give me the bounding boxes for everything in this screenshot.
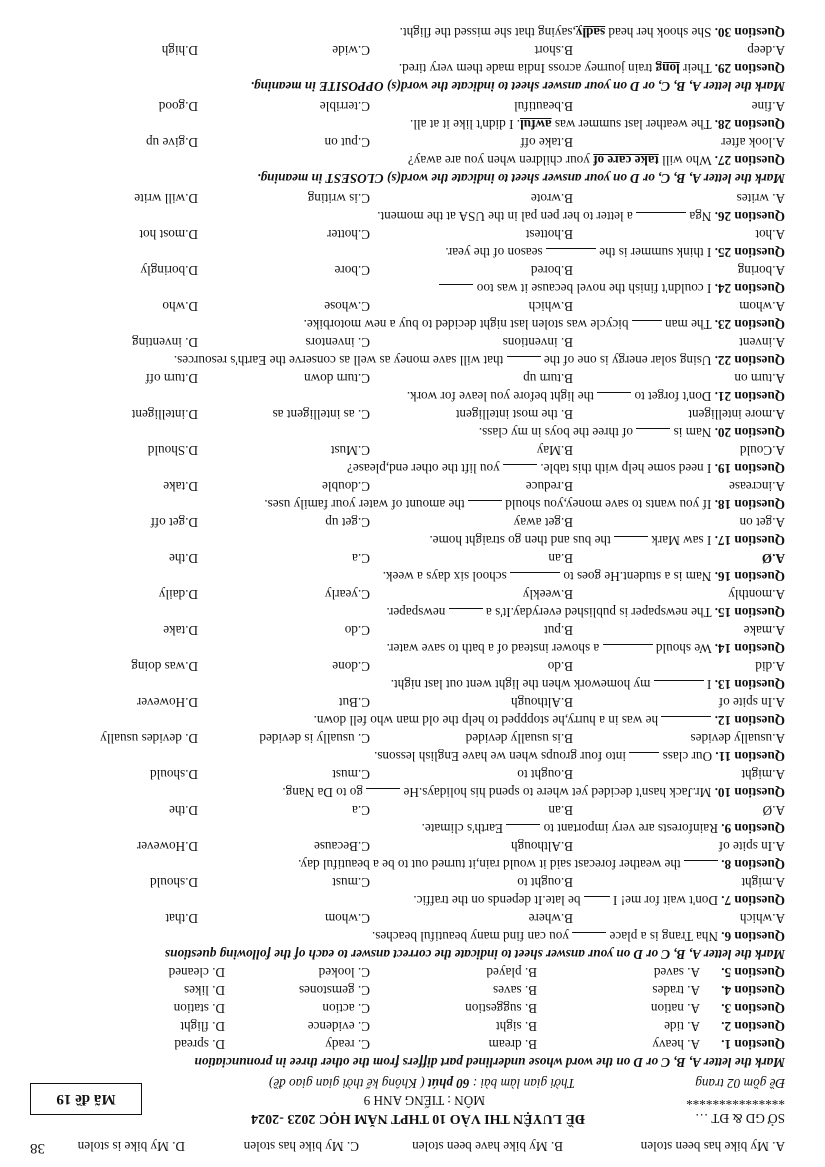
q22-option-a: A.invent: [739, 335, 785, 350]
q19-option-d: D.Should: [147, 443, 198, 458]
q9-blank: [506, 824, 540, 836]
q13-option-b: B.do: [547, 659, 573, 674]
q24-text-1: I couldn't finish the novel because it was too: [476, 281, 712, 296]
q7-blank: [584, 896, 610, 908]
q27-underlined: take care of: [593, 153, 659, 168]
q13-text-2: my homework when the light went out last night.: [390, 677, 651, 692]
q1-option-c: C. ready: [325, 1037, 370, 1052]
q26-stem: [377, 207, 785, 225]
q26-text-2: a letter to her pen pal in the USA at the moment.: [377, 209, 633, 224]
q23-option-b: B.which: [528, 299, 573, 314]
department: SỞ GD & ĐT …: [695, 1111, 785, 1126]
q29-option-b: B.short: [534, 43, 573, 58]
q4-number: Question 4.: [721, 983, 785, 998]
q27-number: Question 27.: [714, 153, 785, 168]
q8-blank: [684, 860, 718, 872]
q20-option-b: B. the most intelligent: [455, 407, 573, 422]
q9-option-d: D.the: [169, 803, 198, 818]
q11-option-c: C. usually is devided: [259, 731, 370, 746]
q13-option-d: D.was doing: [131, 659, 198, 674]
q16-number: Question 16.: [714, 569, 785, 584]
q1-number: Question 1.: [721, 1037, 785, 1052]
prev-option-a: A. My bike has been stolen: [640, 1139, 785, 1154]
q19-option-a: A.Could: [739, 443, 785, 458]
q27-option-a: A.look after: [721, 135, 785, 150]
q25-option-b: B.hottest: [525, 227, 573, 242]
q13-option-c: C.done: [332, 659, 370, 674]
q20-blank: [636, 428, 670, 440]
q26-blank: [636, 212, 686, 224]
q28-option-d: D.good: [158, 99, 198, 114]
q19-option-b: B.May: [536, 443, 573, 458]
q27-option-d: D.give up: [145, 135, 198, 150]
q30-underlined: sadly: [575, 25, 606, 40]
q16-blank: [510, 572, 560, 584]
prev-option-d: D. My bike is stolen: [77, 1139, 185, 1154]
q19-blank: [503, 464, 537, 476]
q14-option-b: B.put: [544, 623, 573, 638]
q20-option-c: C. as intelligent as: [272, 407, 370, 422]
q29-number: Question 29.: [714, 61, 785, 76]
q8-stem: [298, 855, 785, 873]
q17-blank: [614, 536, 648, 548]
q28-number: Question 28.: [714, 117, 785, 132]
q7-option-c: C.must: [332, 875, 370, 890]
q2-number: Question 2.: [721, 1019, 785, 1034]
q8-option-b: B.Although: [511, 839, 573, 854]
q10-option-c: C.must: [332, 767, 370, 782]
q9-text-2: Earth's climate.: [421, 821, 504, 836]
q20-number: Question 20.: [714, 425, 785, 440]
prev-option-b: B. My bike have been stolen: [412, 1139, 563, 1154]
q22-stem: [174, 351, 785, 369]
q21-option-a: A.turn on: [734, 371, 785, 386]
instruction-pronunciation: Mark the letter A, B, C or D on the word whose underlined part differs from the other three in pronunciation: [194, 1055, 785, 1070]
q27-option-c: C.put on: [324, 135, 370, 150]
q2-option-d: D. flight: [180, 1019, 225, 1034]
q25-blank: [546, 248, 596, 260]
q8-text-2: the weather forecast said it would rain,it turned out to be a beautiful day.: [298, 857, 681, 872]
q28-text-1: The weather last summer was: [554, 117, 712, 132]
q15-stem: [386, 603, 785, 621]
q11-option-b-lead: B.is: [552, 731, 573, 746]
q21-option-d: D.turn off: [145, 371, 198, 386]
q24-option-c: C.bore: [334, 263, 370, 278]
q14-option-a: A.make: [743, 623, 785, 638]
q15-option-c: C.yearly: [324, 587, 370, 602]
q17-option-b: B.get away: [513, 515, 573, 530]
q19-text-1: I need some help with this table.: [540, 461, 712, 476]
q22-option-c: C. inventors: [305, 335, 370, 350]
q13-number: Question 13.: [714, 677, 785, 692]
q18-stem: [264, 495, 785, 513]
q23-stem: [304, 315, 785, 333]
q24-number: Question 24.: [714, 281, 785, 296]
q12-option-a: A.In spite of: [718, 695, 785, 710]
q18-blank: [468, 500, 502, 512]
q29-option-c: C.wide: [332, 43, 370, 58]
q8-option-d: D.However: [136, 839, 198, 854]
q23-blank: [632, 320, 662, 332]
q22-option-d: D. inventing: [132, 335, 198, 350]
q12-blank: [661, 716, 711, 728]
q6-blank: [572, 932, 606, 944]
q26-option-b: B.wrote: [530, 191, 573, 206]
q1-option-d: D. spread: [174, 1037, 225, 1052]
q15-blank: [449, 608, 483, 620]
q20-text-1: Nam is: [673, 425, 712, 440]
q14-blank: [603, 644, 653, 656]
q29-text-2: train journey across India made them very tired.: [398, 61, 653, 76]
q5-number: Question 5.: [721, 965, 785, 980]
q13-option-a: A.did: [755, 659, 785, 674]
q21-option-b: B.turn up: [523, 371, 573, 386]
q14-option-d: D.take: [163, 623, 198, 638]
q6-number: Question 6.: [721, 929, 785, 944]
prev-option-c: C. My bike has stolen: [243, 1139, 359, 1154]
page-number: 38: [30, 1140, 45, 1156]
q12-stem: [314, 711, 785, 729]
q23-text-2: bicycle was stolen last night decided to buy a new motorbike.: [303, 317, 629, 332]
q20-text-2: of three the boys in my class.: [478, 425, 634, 440]
q2-option-b: B. sight: [495, 1019, 537, 1034]
q16-option-d: D.the: [169, 551, 198, 566]
q17-option-a: A.get on: [739, 515, 785, 530]
q28-option-c: C.terrible: [319, 99, 370, 114]
q13-text-1: I: [706, 677, 712, 692]
q28-option-a: A.fine: [751, 99, 785, 114]
q6-option-d: D.that: [165, 911, 198, 926]
q11-option-b: [466, 729, 573, 747]
q7-text-2: be late.It depends on the traffic.: [413, 893, 581, 908]
q16-option-c: C.a: [352, 551, 370, 566]
q24-option-d: D.boringly: [140, 263, 198, 278]
q14-text-1: We should: [655, 641, 712, 656]
q12-number: Question 12.: [714, 713, 785, 728]
q8-option-a: A.In spite of: [718, 839, 785, 854]
q10-option-a: A.might: [741, 767, 785, 782]
q9-text-1: Rainforests are very important to: [543, 821, 718, 836]
q25-text-2: season of the year.: [445, 245, 543, 260]
q27-option-b: B.take off: [520, 135, 573, 150]
q30-number: Question 30.: [714, 25, 785, 40]
q12-option-b: B.Although: [511, 695, 573, 710]
q18-option-c: C.double: [322, 479, 370, 494]
q18-text-1: If you wants to save money,you should: [505, 497, 712, 512]
q15-number: Question 15.: [714, 605, 785, 620]
q4-option-b: B. saves: [493, 983, 537, 998]
q21-text-1: Don't forget to: [634, 389, 712, 404]
instruction-opposite: Mark the letter A, B, C, or D on your answer sheet to indicate the word(s) OPPOSITE in meaning.: [250, 79, 785, 94]
q19-number: Question 19.: [714, 461, 785, 476]
q1-option-b: B. dream: [488, 1037, 537, 1052]
q15-text-1: The newspaper is published everyday.It's a: [485, 605, 712, 620]
q11-option-d: D. devides usually: [100, 731, 198, 746]
q17-option-c: C.get up: [325, 515, 370, 530]
q19-option-c: C.Must: [330, 443, 370, 458]
q11-option-b-rest: usually devided: [465, 731, 549, 746]
q19-text-2: you lift the other end,please?: [347, 461, 500, 476]
q24-blank: [439, 284, 473, 296]
q25-option-d: D.most hot: [139, 227, 198, 242]
q3-number: Question 3.: [721, 1001, 785, 1016]
q7-option-d: D.should: [150, 875, 198, 890]
q25-text-1: I think summer is the: [599, 245, 712, 260]
q8-option-c: C.Because: [313, 839, 370, 854]
q6-option-c: C.whom: [324, 911, 370, 926]
q30-text-1: She shook her head: [608, 25, 712, 40]
q27-stem: [408, 151, 785, 169]
q2-option-a: A. tide: [664, 1019, 700, 1034]
q21-option-c: C.turn down: [304, 371, 370, 386]
q1-option-a: A. heavy: [652, 1037, 700, 1052]
q18-number: Question 18.: [714, 497, 785, 512]
q11-number: Question 11.: [715, 749, 785, 764]
q17-text-2: the bus and then go straight home.: [429, 533, 611, 548]
q25-number: Question 25.: [714, 245, 785, 260]
q17-stem: [429, 531, 785, 549]
q18-option-d: D.take: [163, 479, 198, 494]
q6-text-1: Nha Trang is a place: [609, 929, 718, 944]
q10-text-1: Mr.Jack hasn't decided yet where to spend his holidays.He: [403, 785, 712, 800]
q14-stem: [387, 639, 785, 657]
q9-stem: [422, 819, 785, 837]
q29-text-1: Their: [683, 61, 712, 76]
q24-option-a: A.boring: [737, 263, 785, 278]
q22-option-b: B. inventions: [502, 335, 573, 350]
q7-stem: [413, 891, 785, 909]
exam-title: ĐỀ LUYỆN THI VÀO 10 THPT NĂM HỌC 2023 -2024: [251, 1111, 585, 1126]
q5-option-d: D. cleaned: [168, 965, 225, 980]
time-prefix: Thời gian làm bài :: [472, 1076, 575, 1091]
q3-option-b: B. suggestion: [465, 1001, 537, 1016]
q17-option-d: D.get off: [150, 515, 198, 530]
q26-text-1: Nga: [689, 209, 712, 224]
page-count: Đề gồm 02 trang: [695, 1076, 785, 1091]
q21-stem: [407, 387, 785, 405]
q5-option-b: B. played: [486, 965, 537, 980]
instruction-closest: Mark the letter A, B, C, or D on your answer sheet to indicate the word(s) CLOSEST in meaning.: [257, 171, 785, 186]
q30-text-2: ,saying that she missed the flight.: [399, 25, 576, 40]
q6-stem: [372, 927, 785, 945]
q23-option-c: C.whose: [324, 299, 370, 314]
q10-blank: [366, 788, 400, 800]
q20-option-d: D.intelligent: [131, 407, 198, 422]
q11-text-1: Our class: [662, 749, 713, 764]
q26-number: Question 26.: [714, 209, 785, 224]
q18-option-b: B.reduce: [525, 479, 573, 494]
q5-option-a: A. saved: [653, 965, 700, 980]
stars: ***************: [686, 1093, 785, 1108]
q3-option-d: D. station: [173, 1001, 225, 1016]
q15-text-2: newspaper.: [386, 605, 446, 620]
q22-text-1: Using solar energy is one of the: [543, 353, 712, 368]
q21-text-2: the light before you leave for work.: [406, 389, 594, 404]
q16-stem: [383, 567, 785, 585]
q26-option-c: C.is writing: [307, 191, 370, 206]
q21-number: Question 21.: [714, 389, 785, 404]
q13-blank: [654, 680, 704, 692]
q3-option-a: A. nation: [650, 1001, 700, 1016]
instruction-correct-answer: Mark the letter A, B, C or D on your answer sheet to indicate the correct answer to each of the following questions: [164, 947, 785, 962]
q2-option-c: C. evidence: [307, 1019, 370, 1034]
q26-option-a: A. writes: [736, 191, 785, 206]
q4-option-a: A. trades: [652, 983, 700, 998]
q22-number: Question 22.: [714, 353, 785, 368]
q24-stem: [439, 279, 785, 297]
q6-option-a: A.which: [739, 911, 785, 926]
q23-option-d: D.who: [162, 299, 198, 314]
exam-code-box: Mã đề 19: [30, 1083, 142, 1115]
q10-stem: [282, 783, 785, 801]
q11-text-2: into four groups when we have English lessons.: [374, 749, 627, 764]
q29-stem: [399, 59, 785, 77]
subject: MÔN : TIẾNG ANH 9: [363, 1093, 485, 1108]
q23-number: Question 23.: [714, 317, 785, 332]
q9-number: Question 9.: [721, 821, 785, 836]
q3-option-c: C. action: [322, 1001, 370, 1016]
q9-option-c: C.a: [352, 803, 370, 818]
q7-text-1: Don't wait for me! I: [613, 893, 718, 908]
q25-option-c: C.hotter: [327, 227, 370, 242]
q10-number: Question 10.: [714, 785, 785, 800]
q6-option-b: B.where: [528, 911, 573, 926]
q22-blank: [507, 356, 541, 368]
q10-option-d: D.should: [150, 767, 198, 782]
q29-underlined: long: [655, 61, 680, 76]
q28-text-2: . I didn't like it at all.: [409, 117, 521, 132]
q23-option-a: A.whom: [739, 299, 785, 314]
q30-stem: [400, 23, 785, 41]
q9-option-b: B.an: [548, 803, 573, 818]
q27-text-2: your children when you are away?: [407, 153, 590, 168]
q7-number: Question 7.: [721, 893, 785, 908]
q27-text-1: Who will: [662, 153, 712, 168]
q8-number: Question 8.: [721, 857, 785, 872]
q18-text-2: the amount of water your family uses.: [264, 497, 465, 512]
q11-blank: [629, 752, 659, 764]
q22-text-2: that will save money as well as conserve the Earth's resources.: [173, 353, 504, 368]
q13-stem: [391, 675, 785, 693]
q15-option-d: D.daily: [158, 587, 198, 602]
q16-text-1: Nam is a student.He goes to: [563, 569, 712, 584]
q17-text-1: I saw Mark: [651, 533, 712, 548]
q18-option-a: A.increase: [728, 479, 785, 494]
q15-option-b: B.weekly: [522, 587, 573, 602]
q19-stem: [347, 459, 785, 477]
q12-option-c: C.But: [338, 695, 370, 710]
q4-option-c: C. gemstones: [298, 983, 370, 998]
q29-option-d: D.high: [161, 43, 198, 58]
q16-option-b: B.an: [548, 551, 573, 566]
q28-underlined: awful: [520, 117, 552, 132]
q16-option-a: A.Ø: [761, 551, 785, 566]
q6-text-2: you can find many beautiful beaches.: [371, 929, 569, 944]
q7-option-a: A.might: [741, 875, 785, 890]
q4-option-d: D. likes: [183, 983, 225, 998]
q9-option-a: A.Ø: [762, 803, 785, 818]
q5-option-c: C. looked: [318, 965, 370, 980]
q17-number: Question 17.: [714, 533, 785, 548]
q11-option-a: A.usually devides: [690, 731, 785, 746]
time-suffix: ( Không kể thời gian giao đề): [268, 1076, 425, 1091]
time-bold: 60 phút: [427, 1076, 470, 1091]
q26-option-d: D.will write: [134, 191, 198, 206]
q29-option-a: A.deep: [747, 43, 785, 58]
q21-blank: [597, 392, 631, 404]
q11-stem: [374, 747, 785, 765]
q12-text-2: he was in a hurry,he stoppped to help the old man who fell down.: [313, 713, 659, 728]
q7-option-b: B.ought to: [517, 875, 573, 890]
q10-text-2: go to Da Nang.: [282, 785, 363, 800]
q25-stem: [445, 243, 785, 261]
q14-number: Question 14.: [714, 641, 785, 656]
q20-stem: [479, 423, 785, 441]
q23-text-1: The man: [665, 317, 712, 332]
q24-option-b: B.bored: [530, 263, 573, 278]
time-line: [269, 1074, 575, 1092]
q12-option-d: D.However: [136, 695, 198, 710]
q28-stem: [410, 115, 785, 133]
q25-option-a: A.hot: [755, 227, 785, 242]
q10-option-b: B.ought to: [517, 767, 573, 782]
q15-option-a: A.monthly: [728, 587, 785, 602]
q28-option-b: B.beautiful: [514, 99, 573, 114]
q16-text-2: school six days a week.: [382, 569, 507, 584]
q14-text-2: a shower instead of a bath to save water.: [386, 641, 600, 656]
q14-option-c: C.do: [344, 623, 370, 638]
q20-option-a: A.more intelligent: [688, 407, 785, 422]
